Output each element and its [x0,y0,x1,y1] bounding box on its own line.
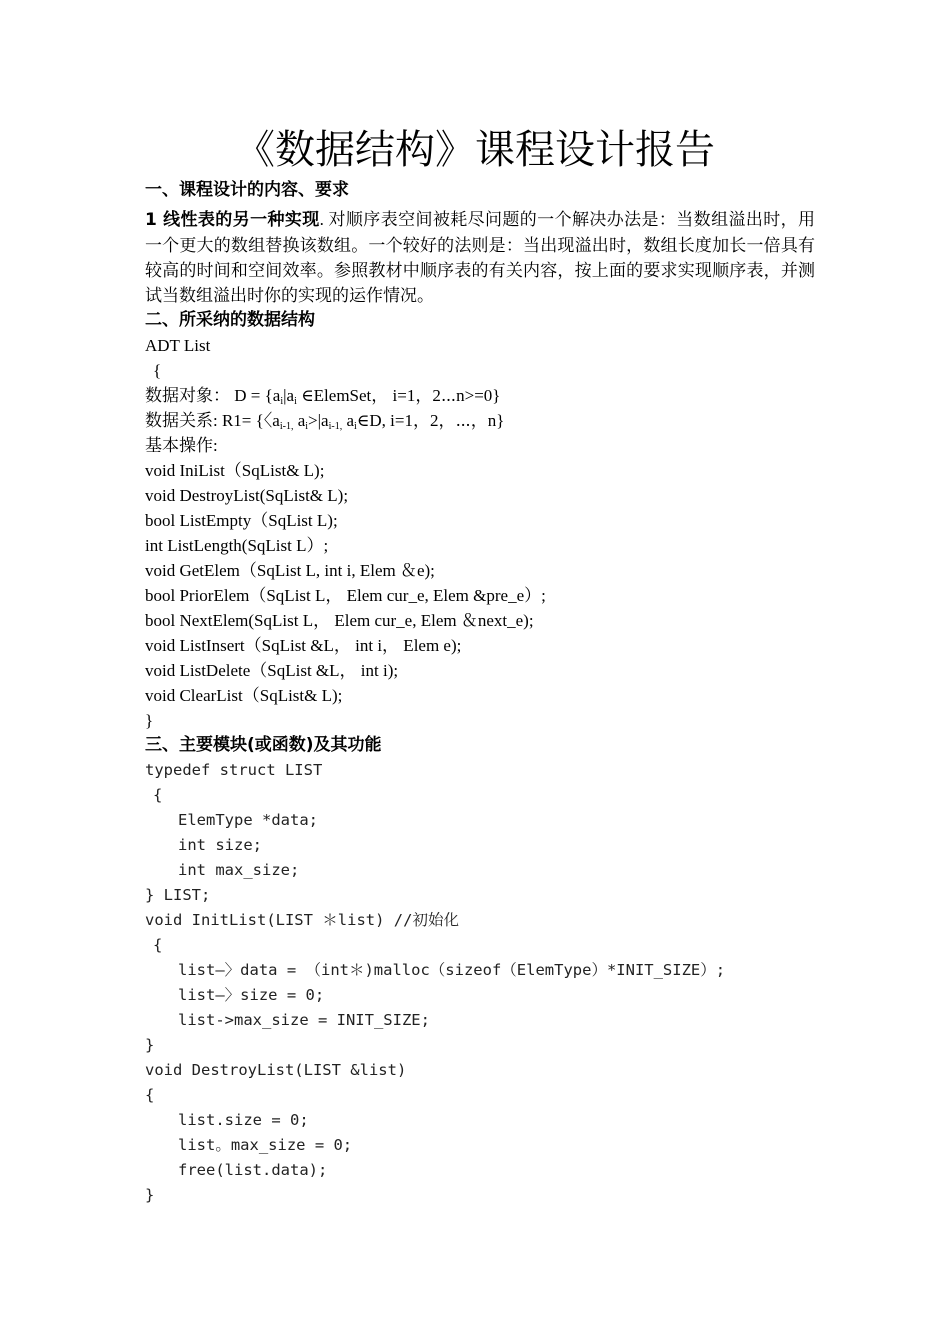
data-object-sub-2: i [294,396,297,407]
section-1-heading: 一、课程设计的内容、要求 [145,180,349,200]
code-line: void InitList(LIST ＊list) //初始化 [145,911,459,929]
data-relation-prefix: 数据关系: R1= {〈a [145,411,280,430]
section-1-lead: 1 线性表的另一种实现 [145,210,320,230]
section-3-heading: 三、主要模块(或函数)及其功能 [145,735,382,755]
adt-name: ADT List [145,336,211,355]
document-title: 《数据结构》课程设计报告 [235,127,715,173]
data-relation-sub-4: i [354,421,357,432]
code-line: list—〉data = （int＊)malloc（sizeof（ElemType）*INIT_SIZE）; [178,961,726,979]
operation-line: int ListLength(SqList L）; [145,536,329,555]
data-relation-mid-1: a [293,411,306,430]
data-relation-sub-1: i-1, [279,421,294,432]
section-1-text: . 对顺序表空间被耗尽问题的一个解决办法是：当数组溢出时，用一个更大的数组替换该数组。一个较好的法则是：当出现溢出时，数组长度加长一倍具有较高的时间和空间效率。参照教材中顺序表的有关内容，按上面的要求实现顺序表，并测试当数组溢出时你的实现的运作情况。 [145,210,816,305]
data-relation-line [145,408,815,433]
operation-line: void IniList（SqList& L); [145,461,325,480]
data-object-line [145,383,815,408]
data-relation-tail: ∈D, i=1，2，⋯，n} [356,411,505,430]
operation-line: void DestroyList(SqList& L); [145,486,349,505]
document-body [145,178,815,1208]
code-line: } LIST; [145,886,211,904]
code-line: { [145,1086,155,1104]
operation-line: void ListDelete（SqList &L， int i); [145,661,399,680]
code-line: } [145,1036,155,1054]
adt-close-brace: } [145,711,154,730]
code-line: list。max_size = 0; [178,1136,353,1154]
data-relation-mid-3: a [342,411,354,430]
operation-line: bool ListEmpty（SqList L); [145,511,338,530]
operation-line: bool PriorElem（SqList L， Elem cur_e, Elem &pre_e）; [145,586,546,605]
code-line: int max_size; [178,861,300,879]
operation-line: void GetElem（SqList L, int i, Elem ＆e); [145,561,435,580]
code-line: void DestroyList(LIST &list) [145,1061,407,1079]
section-2-heading: 二、所采纳的数据结构 [145,310,315,330]
operation-line: bool NextElem(SqList L， Elem cur_e, Elem ＆next_e); [145,611,534,630]
operation-line: void ClearList（SqList& L); [145,686,343,705]
operations-label: 基本操作: [145,436,218,455]
data-object-mid: |a [283,386,295,405]
code-block [145,758,815,1208]
code-line: int size; [178,836,262,854]
data-object-prefix: 数据对象： D = {a [145,386,281,405]
data-object-tail: ∈ElemSet， i=1，2⋯n>=0} [296,386,501,405]
operation-line: void ListInsert（SqList &L， int i， Elem e); [145,636,462,655]
code-line: free(list.data); [178,1161,328,1179]
section-1-paragraph [145,207,815,308]
data-relation-mid-2: >|a [308,411,329,430]
code-line: list—〉size = 0; [178,986,325,1004]
code-line: list.size = 0; [178,1111,309,1129]
adt-open-brace: { [153,361,162,380]
data-relation-sub-3: i-1, [328,421,343,432]
data-object-sub-1: i [280,396,284,407]
code-line: { [153,936,163,954]
code-line: ElemType *data; [178,811,318,829]
code-line: } [145,1186,155,1204]
code-line: { [153,786,163,804]
data-relation-sub-2: i [305,421,309,432]
code-line: typedef struct LIST [145,761,323,779]
code-line: list->max_size = INIT_SIZE; [178,1011,430,1029]
